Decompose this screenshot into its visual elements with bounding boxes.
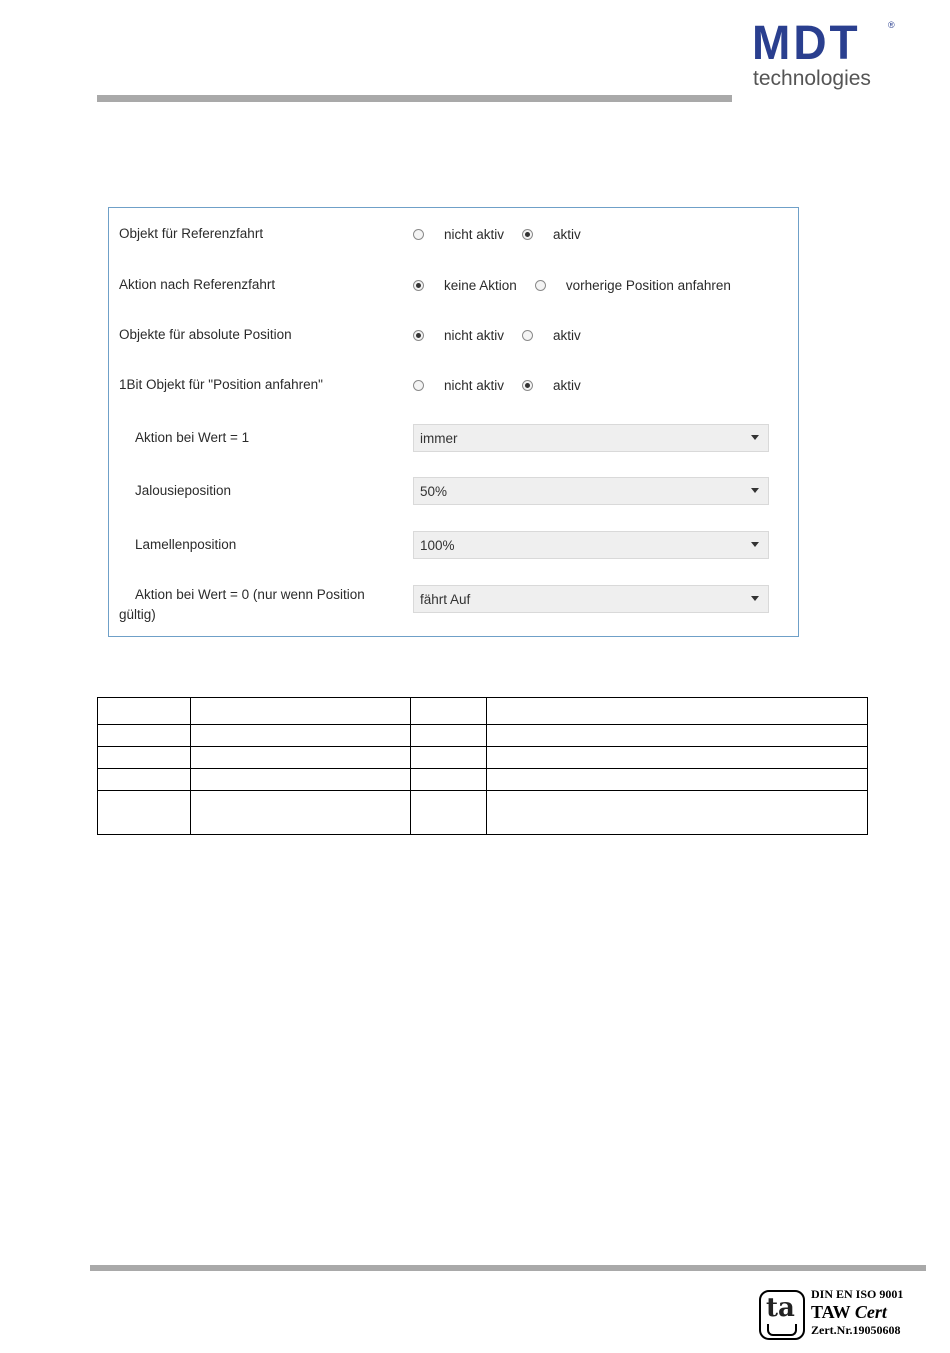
- table-cell: [98, 747, 191, 769]
- param-label: Lamellenposition: [135, 537, 237, 552]
- select-value: 50%: [420, 484, 448, 499]
- badge-underline: [767, 1324, 797, 1336]
- table-cell: [411, 725, 487, 747]
- radio-label: nicht aktiv: [444, 378, 505, 393]
- radio-option-nicht-aktiv[interactable]: [413, 378, 522, 393]
- param-label: Objekte für absolute Position: [119, 327, 292, 342]
- radio-option-aktiv[interactable]: [522, 378, 599, 393]
- cert-name-bold: TAW: [811, 1302, 851, 1322]
- table-row: [98, 698, 868, 725]
- table-row: [98, 747, 868, 769]
- table-cell: [98, 698, 191, 725]
- data-table: [97, 697, 868, 835]
- select-slat-position[interactable]: [413, 531, 769, 559]
- radio-group: [413, 278, 749, 293]
- table-row: [98, 725, 868, 747]
- table-cell: [487, 698, 868, 725]
- param-label: Jalousieposition: [135, 483, 232, 498]
- table-cell: [487, 725, 868, 747]
- radio-label: nicht aktiv: [444, 227, 505, 242]
- select-value: immer: [420, 431, 458, 446]
- table-cell: [191, 698, 411, 725]
- radio-button-selected[interactable]: [522, 229, 533, 240]
- badge-letters: ta: [766, 1293, 795, 1323]
- param-label-line2: gültig): [119, 607, 156, 622]
- certification-text: [811, 1287, 903, 1337]
- param-label-line1: Aktion bei Wert = 0 (nur wenn Position: [135, 587, 365, 602]
- select-action-value-0[interactable]: [413, 585, 769, 613]
- certification-block: [759, 1287, 929, 1345]
- radio-option-keine-aktion[interactable]: [413, 278, 535, 293]
- footer-divider: [90, 1265, 926, 1271]
- radio-option-nicht-aktiv[interactable]: [413, 328, 522, 343]
- logo-wordmark: MDT: [752, 14, 861, 70]
- table-cell: [411, 747, 487, 769]
- radio-button-selected[interactable]: [522, 380, 533, 391]
- select-action-value-1[interactable]: [413, 424, 769, 452]
- radio-button[interactable]: [522, 330, 533, 341]
- cert-name-italic: Cert: [854, 1302, 887, 1322]
- param-row-slat-position: [109, 531, 798, 561]
- logo-tagline: technologies: [753, 67, 871, 90]
- param-label: 1Bit Objekt für "Position anfahren": [119, 377, 323, 392]
- radio-label: aktiv: [553, 378, 581, 393]
- parameter-panel: [108, 207, 799, 637]
- chevron-down-icon: [751, 435, 759, 440]
- radio-button-selected[interactable]: [413, 330, 424, 341]
- taw-cert-logo-icon: [759, 1290, 805, 1340]
- param-label: Aktion bei Wert = 1: [135, 430, 250, 445]
- table-cell: [487, 791, 868, 835]
- cert-standard: DIN EN ISO 9001: [811, 1287, 904, 1301]
- radio-label: aktiv: [553, 328, 581, 343]
- radio-label: keine Aktion: [444, 278, 517, 293]
- param-label: Objekt für Referenzfahrt: [119, 226, 264, 241]
- cert-number: Zert.Nr.19050608: [811, 1323, 901, 1337]
- radio-label: nicht aktiv: [444, 328, 505, 343]
- table-cell: [411, 769, 487, 791]
- radio-group: [413, 378, 599, 393]
- select-blind-position[interactable]: [413, 477, 769, 505]
- table-cell: [411, 698, 487, 725]
- chevron-down-icon: [751, 596, 759, 601]
- table-cell: [191, 769, 411, 791]
- mdt-logo: [752, 14, 902, 92]
- registered-mark: ®: [888, 20, 895, 30]
- chevron-down-icon: [751, 542, 759, 547]
- param-label: Aktion nach Referenzfahrt: [119, 277, 276, 292]
- param-row-action-value-0: [109, 584, 798, 626]
- radio-option-nicht-aktiv[interactable]: [413, 227, 522, 242]
- table-cell: [487, 747, 868, 769]
- radio-option-vorherige-position[interactable]: [535, 278, 749, 293]
- table-cell: [98, 725, 191, 747]
- table-cell: [98, 791, 191, 835]
- cert-name: [811, 1301, 903, 1323]
- table-cell: [98, 769, 191, 791]
- radio-group: [413, 227, 599, 242]
- radio-button-selected[interactable]: [413, 280, 424, 291]
- table-cell: [191, 725, 411, 747]
- table-cell: [411, 791, 487, 835]
- chevron-down-icon: [751, 488, 759, 493]
- radio-button[interactable]: [413, 229, 424, 240]
- radio-group: [413, 328, 599, 343]
- table-cell: [191, 791, 411, 835]
- radio-option-aktiv[interactable]: [522, 227, 599, 242]
- table-row: [98, 769, 868, 791]
- table-cell: [191, 747, 411, 769]
- radio-button[interactable]: [535, 280, 546, 291]
- param-label-multiline: [119, 585, 399, 625]
- param-row-blind-position: [109, 477, 798, 507]
- table-cell: [487, 769, 868, 791]
- radio-option-aktiv[interactable]: [522, 328, 599, 343]
- radio-label: aktiv: [553, 227, 581, 242]
- param-row-action-value-1: [109, 424, 798, 454]
- select-value: 100%: [420, 538, 455, 553]
- table-row: [98, 791, 868, 835]
- radio-label: vorherige Position anfahren: [565, 278, 731, 293]
- radio-button[interactable]: [413, 380, 424, 391]
- select-value: fährt Auf: [420, 592, 471, 607]
- header-divider: [97, 95, 732, 102]
